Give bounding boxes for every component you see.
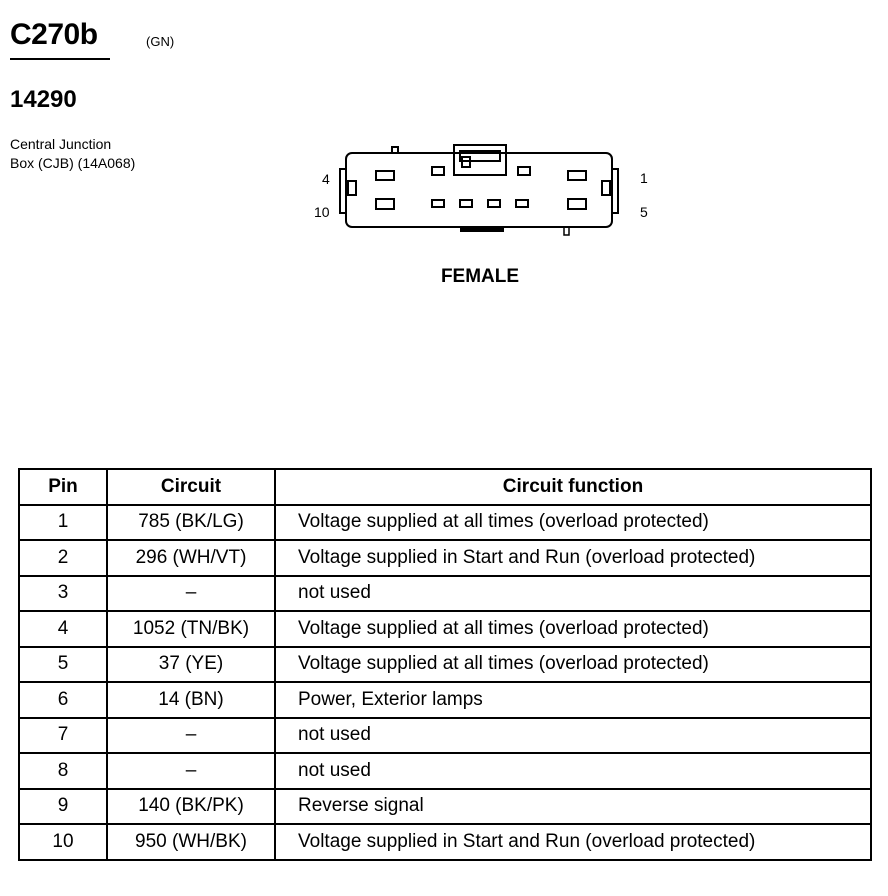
pin-label-bottom-right: 5 (640, 204, 648, 220)
circuit-cell: 14 (BN) (107, 682, 275, 718)
part-number: 14290 (10, 86, 77, 113)
table-row (19, 505, 871, 541)
cavity-5 (568, 199, 586, 209)
connector-id: C270b (10, 18, 98, 51)
cavity-4 (376, 171, 394, 180)
cavity-1 (568, 171, 586, 180)
cavity-9 (432, 200, 444, 207)
header-function: Circuit function (275, 469, 871, 505)
function-cell: not used (275, 753, 871, 789)
cavity-2 (518, 167, 530, 175)
cavity-10 (376, 199, 394, 209)
circuit-cell: – (107, 753, 275, 789)
circuit-cell: – (107, 718, 275, 754)
table-row (19, 540, 871, 576)
function-cell: not used (275, 718, 871, 754)
connector-gender: FEMALE (440, 266, 520, 287)
pin-cell: 4 (19, 611, 107, 647)
connector-diagram (300, 135, 680, 245)
table-row (19, 576, 871, 612)
table-row (19, 718, 871, 754)
header-pin: Pin (19, 469, 107, 505)
location-line-1: Central Junction (10, 136, 112, 152)
location-line-2: Box (CJB) (14A068) (10, 155, 136, 171)
table-row (19, 753, 871, 789)
pin-cell: 2 (19, 540, 107, 576)
connector-color: (GN) (146, 34, 175, 49)
function-cell: Voltage supplied at all times (overload protected) (275, 611, 871, 647)
connector-housing (346, 153, 612, 227)
pin-cell: 6 (19, 682, 107, 718)
circuit-cell: 296 (WH/VT) (107, 540, 275, 576)
cavity-6 (516, 200, 528, 207)
top-key (392, 147, 398, 153)
pin-cell: 5 (19, 647, 107, 683)
pin-cell: 10 (19, 824, 107, 860)
circuit-cell: 1052 (TN/BK) (107, 611, 275, 647)
bottom-post (564, 227, 569, 235)
function-cell: Voltage supplied in Start and Run (overload protected) (275, 824, 871, 860)
circuit-cell: – (107, 576, 275, 612)
pin-cell: 9 (19, 789, 107, 825)
cavity-8 (460, 200, 472, 207)
cavity-3 (432, 167, 444, 175)
pin-cell: 7 (19, 718, 107, 754)
function-cell: Voltage supplied in Start and Run (overload protected) (275, 540, 871, 576)
table-row (19, 647, 871, 683)
function-cell: Reverse signal (275, 789, 871, 825)
pin-cell: 3 (19, 576, 107, 612)
connector-location (10, 135, 135, 173)
pin-label-top-left: 4 (322, 171, 330, 187)
circuit-cell: 950 (WH/BK) (107, 824, 275, 860)
table-header-row (19, 469, 871, 505)
pin-cell: 1 (19, 505, 107, 541)
function-cell: not used (275, 576, 871, 612)
right-latch (602, 181, 610, 195)
table-row (19, 611, 871, 647)
bottom-key (460, 227, 504, 232)
connector-face-drawing (300, 135, 680, 245)
circuit-cell: 140 (BK/PK) (107, 789, 275, 825)
pin-cell: 8 (19, 753, 107, 789)
pin-label-top-right: 1 (640, 170, 648, 186)
pin-table (18, 468, 872, 861)
circuit-cell: 785 (BK/LG) (107, 505, 275, 541)
table-row (19, 789, 871, 825)
function-cell: Voltage supplied at all times (overload protected) (275, 505, 871, 541)
table-row (19, 824, 871, 860)
pin-label-bottom-left: 10 (314, 204, 330, 220)
left-latch (348, 181, 356, 195)
connector-id-underline (10, 58, 110, 60)
function-cell: Voltage supplied at all times (overload protected) (275, 647, 871, 683)
circuit-cell: 37 (YE) (107, 647, 275, 683)
cavity-7 (488, 200, 500, 207)
header-circuit: Circuit (107, 469, 275, 505)
function-cell: Power, Exterior lamps (275, 682, 871, 718)
table-row (19, 682, 871, 718)
